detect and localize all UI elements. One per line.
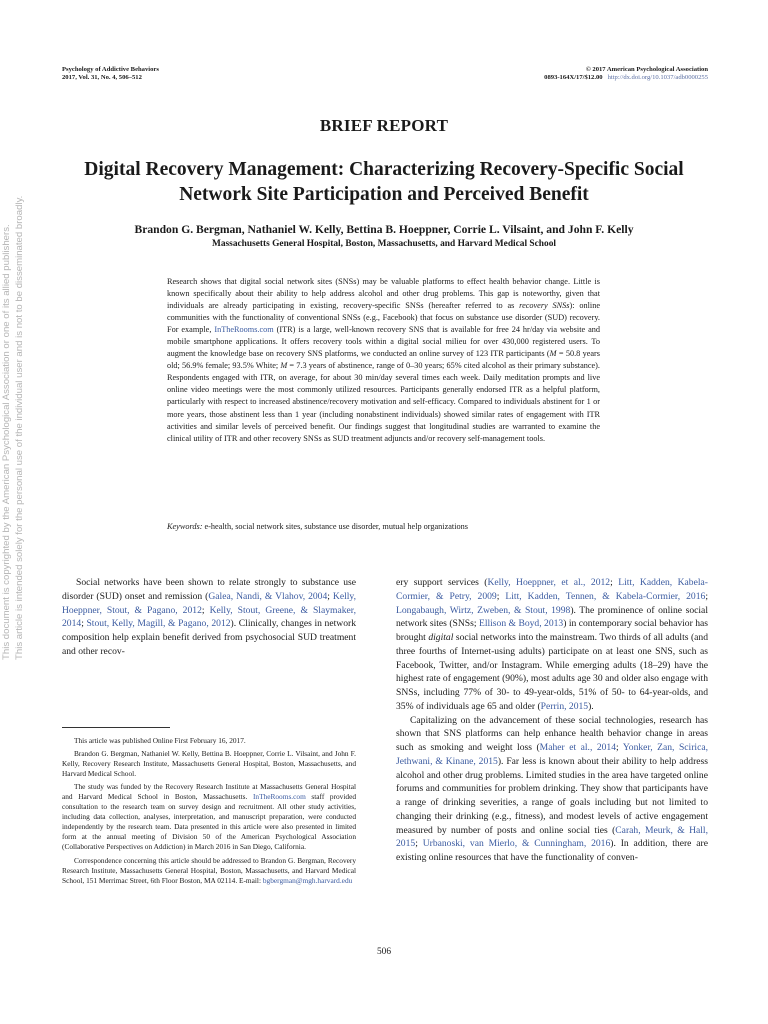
body-column-left — [62, 576, 356, 659]
copyright-line: © 2017 American Psychological Association — [585, 66, 708, 73]
citation-link[interactable]: Perrin, 2015 — [540, 700, 589, 712]
running-header-left — [62, 66, 159, 82]
intherooms-link[interactable]: InTheRooms.com — [214, 325, 274, 335]
article-title: Digital Recovery Management: Characterizing Recovery-Specific Social Network Site Participation and Perceived Benefit — [84, 159, 684, 205]
citation-link[interactable]: Longabaugh, Wirtz, Zweben, & Stout, 1998 — [396, 604, 571, 616]
body-paragraph: Capitalizing on the advancement of these social technologies, research has shown that SNS platforms can help enhance health behavior change in areas such as smoking and weight loss (Maher et al., 2014; Yonker, Zan, Scirica, Jethwani, & Kinane, 2015). Far less is known about their ability to help address alcohol and other drug problems. Limited studies in the area have targeted online forums and communities for problem drinking. They show that participants have a range of drinking severities, a range of goals including but not limited to changing their drinking (e.g., fitness), and modest levels of active engagement measured by number of posts and online social ties (Carah, Meurk, & Hall, 2015; Urbanoski, van Mierlo, & Cunningham, 2016). In addition, there are existing online resources that have the functionality of conven- — [396, 714, 708, 863]
journal-name: Psychology of Addictive Behaviors — [62, 66, 159, 73]
abstract: Research shows that digital social network sites (SNSs) may be valuable platforms to effect health behavior change. Little is known specifically about their ability to help address alcohol and other drug problems. This gap is noteworthy, given that individuals are already participating in existing, recovery-specific SNSs (hereafter referred to as recovery SNSs): online communities with the functionality of conventional SNSs (e.g., Facebook) that focus on substance use disorder (SUD) recovery. For example, InTheRooms.com (ITR) is a large, well-known recovery SNS that is available for free 24 hr/day via website and mobile smartphone applications. It offers recovery tools within a digital social milieu for over 430,000 registered users. To augment the knowledge base on recovery SNS platforms, we conducted an online survey of 123 ITR participants (M = 50.8 years old; 56.9% female; 93.5% White; M = 7.3 years of abstinence, range of 0–30 years; 65% cited alcohol as their primary substance). Respondents engaged with ITR, on average, for about 30 min/day several times each week. Daily meditation prompts and live online video meetings were the most commonly utilized resources. Participants generally endorsed ITR as a helpful platform, particularly with respect to increased abstinence/recovery motivation and self-efficacy. Compared to individuals abstinent for 1 or more years, those abstinent less than 1 year (including nonabstinent individuals) showed similar rates of engagement with ITR activities and similar levels of perceived benefit. Our findings suggest that longitudinal studies are warranted to examine the clinical utility of ITR and other recovery SNSs as SUD treatment adjuncts and/or recovery self-management tools. — [167, 277, 600, 443]
citation-link[interactable]: Maher et al., 2014 — [539, 742, 617, 753]
keywords — [167, 521, 600, 533]
page-number: 506 — [376, 947, 392, 957]
body-paragraph: ery support services (Kelly, Hoeppner, et al., 2012; Litt, Kadden, Kabela-Cormier, & Petry, 2009; Litt, Kadden, Tennen, & Kabela-Cormier, 2016; Longabaugh, Wirtz, Zweben, & Stout, 1998). The prominence of online social network sites (SNSs; Ellison & Boyd, 2013) in contemporary social behavior has brought digital social networks into the mainstream. Two thirds of all adults (and three fourths of Internet-using adults) participate on at least one SNS, such as Facebook, Twitter, and/or Instagram. While emerging adults (18–29) have the highest rate of engagement (90%), most adults age 30 and older also engage with SNSs, including 77% of 30- to 49-year-olds, 51% of 50- to 64-year-olds, and 35% of individuals age 65 and older (Perrin, 2015). — [396, 577, 708, 712]
watermark-line-2: This article is intended solely for the personal use of the individual user and is not to be disseminated broadly. — [14, 195, 25, 660]
digital-emphasis: digital — [428, 632, 454, 643]
watermark-line-1: This document is copyrighted by the American Psychological Association or one of its allied publishers. — [1, 224, 12, 660]
citation-link[interactable]: Litt, Kadden, Kabela-Cormier, & Petry, 2009 — [396, 577, 708, 602]
footnote-divider — [62, 727, 170, 728]
running-header-right — [544, 66, 708, 82]
footnote-funding: The study was funded by the Recovery Research Institute at Massachusetts General Hospital and Harvard Medical School in Boston, Massachusetts. InTheRooms.com staff provided consultation to the research team on survey design and recruitment. All other study activities, including data collection, analyses, interpretation, and manuscript preparation, were conducted independently by the research team. Data presented in this article were also presented in limited form at the annual meeting of Division 50 of the American Psychological Association (Collaborative Perspectives on Addiction) in March 2016 in San Diego, California. — [62, 782, 357, 852]
citation-link[interactable]: Litt, Kadden, Tennen, & Kabela-Cormier, 2016 — [505, 590, 706, 602]
citation-link[interactable]: Carah, Meurk, & Hall, 2015 — [396, 824, 708, 850]
citation-link[interactable]: Kelly, Hoeppner, Stout, & Pagano, 2012 — [62, 590, 356, 616]
body-column-right — [396, 576, 708, 865]
citation-link[interactable]: Yonker, Zan, Scirica, Jethwani, & Kinane, 2015 — [396, 742, 708, 767]
article-type-label: BRIEF REPORT — [319, 116, 449, 135]
body-paragraph: Social networks have been shown to relate strongly to substance use disorder (SUD) onset and remission (Galea, Nandi, & Vlahov, 2004; Kelly, Hoeppner, Stout, & Pagano, 2012; Kelly, Stout, Greene, & Slaymaker, 2014; Stout, Kelly, Magill, & Pagano, 2012). Clinically, changes in network composition help explain benefit derived from psychosocial SUD treatment and other recov- — [62, 577, 356, 657]
issn: 0893-164X/17/$12.00 — [544, 74, 603, 81]
footnotes — [62, 736, 356, 886]
footnote-online-first: This article was published Online First February 16, 2017. — [74, 736, 246, 745]
citation-link[interactable]: Kelly, Stout, Greene, & Slaymaker, 2014 — [62, 604, 356, 630]
author-affiliation: Massachusetts General Hospital, Boston, Massachusetts, and Harvard Medical School — [211, 239, 556, 249]
citation-link[interactable]: Urbanoski, van Mierlo, & Cunningham, 2016 — [422, 838, 611, 850]
volume-info: 2017, Vol. 31, No. 4, 506–512 — [62, 74, 142, 81]
recovery-snss-term: recovery SNSs — [519, 301, 570, 311]
keywords-text: e-health, social network sites, substance use disorder, mutual help organizations — [202, 522, 468, 531]
doi-link[interactable]: http://dx.doi.org/10.1037/adb0000255 — [607, 74, 708, 81]
citation-link[interactable]: Stout, Kelly, Magill, & Pagano, 2012 — [86, 618, 231, 630]
email-link[interactable]: bgbergman@mgh.harvard.edu — [262, 875, 353, 885]
citation-link[interactable]: Kelly, Hoeppner, et al., 2012 — [487, 577, 611, 588]
keywords-label: Keywords: — [167, 522, 203, 531]
footnote-correspondence: Correspondence concerning this article should be addressed to Brandon G. Bergman, Recovery Research Institute, Massachusetts General Hospital, Boston, Massachusetts, and Harvard Medical School, 151 Merrimac Street, 6th Floor Boston, MA 02114. E-mail: bgbergman@mgh.harvard.edu — [62, 855, 356, 885]
citation-link[interactable]: Ellison & Boyd, 2013 — [478, 618, 564, 630]
footnote-author-affiliations: Brandon G. Bergman, Nathaniel W. Kelly, Bettina B. Hoeppner, Corrie L. Vilsaint, and John F. Kelly, Recovery Research Institute, Massachusetts General Hospital, Boston, Massachusetts, and Harvard Medical School. — [62, 749, 356, 779]
citation-link[interactable]: Galea, Nandi, & Vlahov, 2004 — [208, 590, 328, 602]
intherooms-footnote-link[interactable]: InTheRooms.com — [252, 792, 306, 802]
author-list: Brandon G. Bergman, Nathaniel W. Kelly, Bettina B. Hoeppner, Corrie L. Vilsaint, and John F. Kelly — [134, 223, 634, 236]
